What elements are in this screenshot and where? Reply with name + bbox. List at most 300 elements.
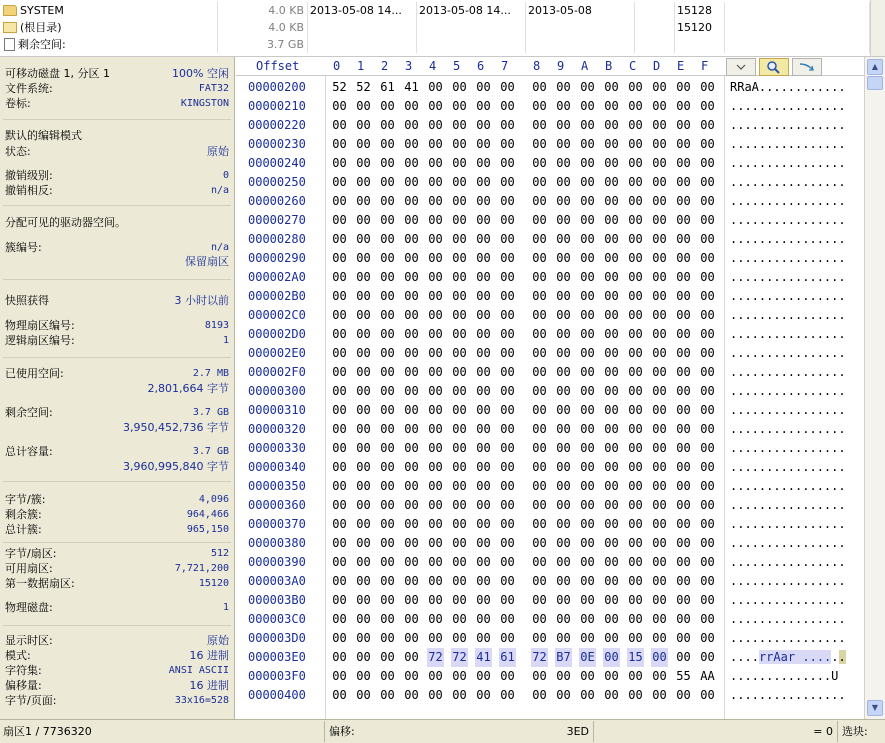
hex-byte[interactable]: 00 xyxy=(356,574,371,588)
hex-byte[interactable]: 00 xyxy=(452,270,467,284)
hex-byte[interactable]: 00 xyxy=(580,555,595,569)
hex-byte[interactable]: 00 xyxy=(532,175,547,189)
hex-byte[interactable]: 00 xyxy=(380,213,395,227)
hex-byte[interactable]: 00 xyxy=(532,536,547,550)
hex-row[interactable] xyxy=(236,591,864,610)
hex-byte[interactable]: 00 xyxy=(404,251,419,265)
hex-byte[interactable]: 00 xyxy=(356,156,371,170)
hex-byte[interactable]: 00 xyxy=(404,536,419,550)
hex-byte[interactable]: 00 xyxy=(628,593,643,607)
hex-byte[interactable]: 00 xyxy=(332,118,347,132)
hex-byte[interactable]: 00 xyxy=(628,118,643,132)
hex-byte[interactable]: 00 xyxy=(580,175,595,189)
hex-byte[interactable]: 00 xyxy=(604,688,619,702)
hex-byte[interactable]: 00 xyxy=(356,593,371,607)
goto-button[interactable] xyxy=(792,58,822,76)
hex-byte[interactable]: 00 xyxy=(676,384,691,398)
hex-row[interactable] xyxy=(236,515,864,534)
hex-byte[interactable]: 00 xyxy=(676,289,691,303)
hex-byte[interactable]: 00 xyxy=(476,156,491,170)
hex-byte[interactable]: 00 xyxy=(604,194,619,208)
hex-byte[interactable]: 00 xyxy=(452,80,467,94)
hex-byte[interactable]: 00 xyxy=(476,137,491,151)
hex-byte[interactable]: 00 xyxy=(532,270,547,284)
hex-byte[interactable]: 00 xyxy=(380,650,395,664)
hex-byte[interactable]: 00 xyxy=(532,460,547,474)
hex-byte[interactable]: 00 xyxy=(556,289,571,303)
hex-byte[interactable]: 00 xyxy=(428,669,443,683)
hex-byte[interactable]: 00 xyxy=(604,137,619,151)
hex-byte[interactable]: 00 xyxy=(604,593,619,607)
hex-byte[interactable]: 00 xyxy=(428,612,443,626)
row-text[interactable]: ................ xyxy=(730,593,846,607)
hex-byte[interactable]: 00 xyxy=(604,118,619,132)
hex-row[interactable] xyxy=(236,534,864,553)
hex-byte[interactable]: 00 xyxy=(628,194,643,208)
hex-byte[interactable]: 00 xyxy=(676,308,691,322)
hex-byte[interactable]: 00 xyxy=(532,137,547,151)
hex-row[interactable] xyxy=(236,135,864,154)
hex-byte[interactable]: 00 xyxy=(532,441,547,455)
hex-byte[interactable]: 00 xyxy=(476,631,491,645)
row-text[interactable]: ................ xyxy=(730,574,846,588)
hex-row[interactable] xyxy=(236,572,864,591)
search-button[interactable] xyxy=(759,58,789,76)
hex-byte[interactable]: 00 xyxy=(603,648,620,667)
hex-byte[interactable]: 00 xyxy=(428,365,443,379)
hex-byte[interactable]: 00 xyxy=(652,536,667,550)
hex-byte[interactable]: 00 xyxy=(476,498,491,512)
hex-byte[interactable]: 00 xyxy=(532,365,547,379)
hex-byte[interactable]: 00 xyxy=(652,289,667,303)
hex-byte[interactable]: 00 xyxy=(652,403,667,417)
hex-byte[interactable]: 00 xyxy=(380,403,395,417)
hex-byte[interactable]: 00 xyxy=(452,156,467,170)
row-text[interactable]: ................ xyxy=(730,346,846,360)
hex-byte[interactable]: 00 xyxy=(676,194,691,208)
hex-byte[interactable]: 00 xyxy=(532,384,547,398)
hex-byte[interactable]: 00 xyxy=(332,536,347,550)
hex-row[interactable] xyxy=(236,648,864,667)
row-text[interactable]: ................ xyxy=(730,327,846,341)
hex-byte[interactable]: 00 xyxy=(356,536,371,550)
hex-byte[interactable]: 00 xyxy=(380,327,395,341)
hex-byte[interactable]: 00 xyxy=(332,669,347,683)
hex-byte[interactable]: 00 xyxy=(580,612,595,626)
hex-byte[interactable]: 00 xyxy=(604,479,619,493)
hex-byte[interactable]: 00 xyxy=(452,384,467,398)
hex-row[interactable] xyxy=(236,192,864,211)
hex-byte[interactable]: 00 xyxy=(628,251,643,265)
hex-byte[interactable]: 00 xyxy=(356,270,371,284)
hex-byte[interactable]: 00 xyxy=(404,118,419,132)
hex-byte[interactable]: 00 xyxy=(580,593,595,607)
hex-byte[interactable]: 00 xyxy=(700,650,715,664)
hex-byte[interactable]: 00 xyxy=(356,441,371,455)
hex-byte[interactable]: 00 xyxy=(404,688,419,702)
hex-byte[interactable]: 00 xyxy=(356,194,371,208)
hex-byte[interactable]: 00 xyxy=(580,232,595,246)
hex-byte[interactable]: 00 xyxy=(556,441,571,455)
scroll-down-button[interactable]: ▼ xyxy=(867,700,883,716)
hex-byte[interactable]: 00 xyxy=(380,593,395,607)
hex-byte[interactable]: 00 xyxy=(628,365,643,379)
hex-byte[interactable]: 00 xyxy=(500,498,515,512)
hex-byte[interactable]: 00 xyxy=(428,384,443,398)
hex-byte[interactable]: 00 xyxy=(428,213,443,227)
hex-byte[interactable]: 00 xyxy=(700,536,715,550)
hex-byte[interactable]: 00 xyxy=(700,479,715,493)
hex-byte[interactable]: 00 xyxy=(500,194,515,208)
hex-byte[interactable]: 00 xyxy=(476,574,491,588)
hex-byte[interactable]: 00 xyxy=(628,403,643,417)
hex-byte[interactable]: 00 xyxy=(556,346,571,360)
hex-byte[interactable]: 00 xyxy=(556,593,571,607)
hex-byte[interactable]: 00 xyxy=(556,460,571,474)
hex-byte[interactable]: 00 xyxy=(332,574,347,588)
hex-byte[interactable]: 00 xyxy=(404,517,419,531)
hex-byte[interactable]: 00 xyxy=(476,99,491,113)
hex-byte[interactable]: 00 xyxy=(652,669,667,683)
hex-byte[interactable]: 00 xyxy=(652,99,667,113)
hex-byte[interactable]: 00 xyxy=(356,460,371,474)
hex-byte[interactable]: 00 xyxy=(604,232,619,246)
row-text[interactable]: ................ xyxy=(730,384,846,398)
hex-byte[interactable]: 00 xyxy=(332,327,347,341)
hex-byte[interactable]: 00 xyxy=(700,327,715,341)
hex-byte[interactable]: 00 xyxy=(428,422,443,436)
hex-row[interactable] xyxy=(236,344,864,363)
hex-byte[interactable]: 52 xyxy=(332,80,347,94)
hex-byte[interactable]: 00 xyxy=(428,118,443,132)
hex-byte[interactable]: 00 xyxy=(404,631,419,645)
hex-byte[interactable]: 00 xyxy=(332,346,347,360)
hex-byte[interactable]: 00 xyxy=(404,194,419,208)
hex-byte[interactable]: 00 xyxy=(652,346,667,360)
hex-byte[interactable]: 00 xyxy=(452,403,467,417)
hex-byte[interactable]: 00 xyxy=(404,365,419,379)
hex-byte[interactable]: 00 xyxy=(604,422,619,436)
hex-byte[interactable]: 00 xyxy=(404,403,419,417)
hex-byte[interactable]: 00 xyxy=(332,384,347,398)
hex-byte[interactable]: 00 xyxy=(500,232,515,246)
hex-byte[interactable]: 00 xyxy=(428,156,443,170)
hex-byte[interactable]: 00 xyxy=(532,327,547,341)
hex-byte[interactable]: 00 xyxy=(500,137,515,151)
hex-byte[interactable]: 00 xyxy=(652,422,667,436)
hex-byte[interactable]: 00 xyxy=(676,99,691,113)
hex-byte[interactable]: 00 xyxy=(676,536,691,550)
hex-byte[interactable]: 00 xyxy=(380,460,395,474)
hex-byte[interactable]: 55 xyxy=(676,669,691,683)
hex-editor[interactable] xyxy=(236,57,864,719)
hex-row[interactable] xyxy=(236,287,864,306)
hex-byte[interactable]: 00 xyxy=(652,308,667,322)
hex-byte[interactable]: 00 xyxy=(428,498,443,512)
hex-byte[interactable]: 00 xyxy=(452,346,467,360)
hex-byte[interactable]: 00 xyxy=(332,270,347,284)
hex-byte[interactable]: 00 xyxy=(404,669,419,683)
hex-byte[interactable]: 00 xyxy=(452,479,467,493)
hex-byte[interactable]: 00 xyxy=(604,80,619,94)
hex-byte[interactable]: 00 xyxy=(580,137,595,151)
hex-row[interactable] xyxy=(236,477,864,496)
hex-byte[interactable]: 00 xyxy=(652,156,667,170)
hex-byte[interactable]: 00 xyxy=(676,460,691,474)
hex-byte[interactable]: 00 xyxy=(700,403,715,417)
hex-byte[interactable]: 00 xyxy=(700,688,715,702)
hex-byte[interactable]: 00 xyxy=(652,80,667,94)
hex-byte[interactable]: 00 xyxy=(628,479,643,493)
hex-byte[interactable]: 00 xyxy=(476,251,491,265)
hex-byte[interactable]: 00 xyxy=(628,517,643,531)
hex-byte[interactable]: 00 xyxy=(356,118,371,132)
hex-byte[interactable]: 00 xyxy=(532,308,547,322)
row-text[interactable]: ................ xyxy=(730,289,846,303)
hex-byte[interactable]: 00 xyxy=(652,574,667,588)
hex-byte[interactable]: 00 xyxy=(700,137,715,151)
hex-byte[interactable]: 00 xyxy=(500,574,515,588)
hex-byte[interactable]: 00 xyxy=(532,479,547,493)
hex-byte[interactable]: 00 xyxy=(356,327,371,341)
hex-byte[interactable]: 00 xyxy=(380,688,395,702)
hex-row[interactable] xyxy=(236,306,864,325)
file-row-free-space[interactable] xyxy=(0,36,870,53)
hex-byte[interactable]: 00 xyxy=(676,555,691,569)
hex-byte[interactable]: 00 xyxy=(356,517,371,531)
hex-byte[interactable]: 00 xyxy=(452,669,467,683)
hex-row[interactable] xyxy=(236,363,864,382)
hex-byte[interactable]: 00 xyxy=(500,460,515,474)
hex-byte[interactable]: 00 xyxy=(452,365,467,379)
hex-byte[interactable]: 00 xyxy=(500,688,515,702)
hex-byte[interactable]: 00 xyxy=(676,80,691,94)
hex-byte[interactable]: 00 xyxy=(500,536,515,550)
hex-byte[interactable]: 00 xyxy=(652,213,667,227)
hex-byte[interactable]: 00 xyxy=(404,156,419,170)
hex-byte[interactable]: 00 xyxy=(700,441,715,455)
hex-byte[interactable]: 00 xyxy=(580,422,595,436)
hex-byte[interactable]: 00 xyxy=(604,536,619,550)
hex-byte[interactable]: 00 xyxy=(380,631,395,645)
hex-byte[interactable]: 00 xyxy=(532,118,547,132)
hex-byte[interactable]: 00 xyxy=(652,612,667,626)
hex-byte[interactable]: 00 xyxy=(332,612,347,626)
hex-byte[interactable]: 00 xyxy=(404,270,419,284)
hex-byte[interactable]: 00 xyxy=(532,612,547,626)
hex-row[interactable] xyxy=(236,458,864,477)
hex-byte[interactable]: 00 xyxy=(500,593,515,607)
hex-byte[interactable]: 00 xyxy=(380,118,395,132)
hex-byte[interactable]: 00 xyxy=(628,441,643,455)
hex-byte[interactable]: 00 xyxy=(556,403,571,417)
hex-byte[interactable]: 00 xyxy=(476,194,491,208)
hex-byte[interactable]: 00 xyxy=(676,365,691,379)
hex-byte[interactable]: 00 xyxy=(500,365,515,379)
hex-byte[interactable]: 00 xyxy=(532,213,547,227)
hex-byte[interactable]: 00 xyxy=(500,327,515,341)
hex-byte[interactable]: 00 xyxy=(556,612,571,626)
hex-byte[interactable]: 00 xyxy=(700,555,715,569)
scroll-thumb[interactable] xyxy=(867,76,883,90)
hex-byte[interactable]: 00 xyxy=(580,688,595,702)
hex-byte[interactable]: 00 xyxy=(500,422,515,436)
hex-byte[interactable]: 00 xyxy=(604,441,619,455)
hex-byte[interactable]: 00 xyxy=(332,213,347,227)
hex-byte[interactable]: 00 xyxy=(676,232,691,246)
hex-byte[interactable]: 00 xyxy=(356,498,371,512)
row-text[interactable]: ................ xyxy=(730,479,846,493)
hex-byte[interactable]: 00 xyxy=(356,422,371,436)
hex-byte[interactable]: 00 xyxy=(332,479,347,493)
hex-byte[interactable]: 00 xyxy=(556,536,571,550)
hex-byte[interactable]: 00 xyxy=(556,669,571,683)
hex-byte[interactable]: 00 xyxy=(380,498,395,512)
row-text[interactable]: ................ xyxy=(730,403,846,417)
hex-byte[interactable]: 00 xyxy=(628,175,643,189)
hex-byte[interactable]: 00 xyxy=(404,175,419,189)
hex-byte[interactable]: 00 xyxy=(500,403,515,417)
hex-byte[interactable]: 00 xyxy=(428,289,443,303)
hex-byte[interactable]: 00 xyxy=(332,365,347,379)
hex-byte[interactable]: 00 xyxy=(428,232,443,246)
hex-byte[interactable]: 00 xyxy=(676,441,691,455)
hex-byte[interactable]: 00 xyxy=(676,346,691,360)
hex-byte[interactable]: 00 xyxy=(356,213,371,227)
hex-byte[interactable]: 00 xyxy=(628,669,643,683)
hex-byte[interactable]: 0E xyxy=(579,648,596,667)
hex-byte[interactable]: 00 xyxy=(476,593,491,607)
hex-byte[interactable]: 00 xyxy=(580,384,595,398)
hex-byte[interactable]: 00 xyxy=(580,156,595,170)
hex-byte[interactable]: 00 xyxy=(580,346,595,360)
hex-byte[interactable]: 00 xyxy=(452,631,467,645)
hex-byte[interactable]: 00 xyxy=(652,688,667,702)
hex-byte[interactable]: 00 xyxy=(532,251,547,265)
hex-byte[interactable]: 00 xyxy=(532,346,547,360)
hex-byte[interactable]: 00 xyxy=(604,365,619,379)
hex-byte[interactable]: 00 xyxy=(500,175,515,189)
hex-byte[interactable]: 00 xyxy=(628,612,643,626)
hex-byte[interactable]: 00 xyxy=(700,213,715,227)
hex-byte[interactable]: 00 xyxy=(452,536,467,550)
hex-byte[interactable]: 00 xyxy=(404,593,419,607)
hex-byte[interactable]: 00 xyxy=(332,650,347,664)
hex-byte[interactable]: 00 xyxy=(356,384,371,398)
hex-byte[interactable]: 00 xyxy=(476,441,491,455)
hex-byte[interactable]: 00 xyxy=(580,498,595,512)
hex-byte[interactable]: 00 xyxy=(428,137,443,151)
hex-byte[interactable]: 72 xyxy=(451,648,468,667)
hex-byte[interactable]: 00 xyxy=(700,118,715,132)
hex-byte[interactable]: 00 xyxy=(428,175,443,189)
hex-byte[interactable]: 41 xyxy=(404,80,419,94)
hex-byte[interactable]: 00 xyxy=(628,346,643,360)
row-text[interactable]: ................ xyxy=(730,460,846,474)
hex-byte[interactable]: 00 xyxy=(500,479,515,493)
hex-byte[interactable]: 00 xyxy=(428,536,443,550)
hex-byte[interactable]: 00 xyxy=(428,99,443,113)
hex-byte[interactable]: 00 xyxy=(500,384,515,398)
hex-byte[interactable]: 00 xyxy=(652,327,667,341)
hex-row[interactable] xyxy=(236,78,864,97)
hex-byte[interactable]: 52 xyxy=(356,80,371,94)
hex-byte[interactable]: 00 xyxy=(380,194,395,208)
hex-row[interactable] xyxy=(236,173,864,192)
hex-byte[interactable]: 00 xyxy=(332,498,347,512)
hex-byte[interactable]: 00 xyxy=(580,460,595,474)
hex-byte[interactable]: 00 xyxy=(628,688,643,702)
hex-byte[interactable]: 00 xyxy=(452,308,467,322)
hex-byte[interactable]: 00 xyxy=(428,308,443,322)
hex-byte[interactable]: 00 xyxy=(404,213,419,227)
hex-byte[interactable]: 00 xyxy=(404,327,419,341)
hex-byte[interactable]: 00 xyxy=(380,308,395,322)
hex-byte[interactable]: 00 xyxy=(380,251,395,265)
hex-byte[interactable]: 00 xyxy=(604,175,619,189)
hex-byte[interactable]: 00 xyxy=(700,289,715,303)
hex-byte[interactable]: 00 xyxy=(580,308,595,322)
hex-row[interactable] xyxy=(236,629,864,648)
hex-byte[interactable]: 00 xyxy=(356,251,371,265)
hex-byte[interactable]: 00 xyxy=(604,403,619,417)
hex-byte[interactable]: 00 xyxy=(356,232,371,246)
hex-byte[interactable]: 00 xyxy=(628,308,643,322)
hex-byte[interactable]: 61 xyxy=(499,648,516,667)
row-text[interactable]: ................ xyxy=(730,308,846,322)
hex-byte[interactable]: 00 xyxy=(476,536,491,550)
hex-byte[interactable]: 00 xyxy=(652,251,667,265)
hex-byte[interactable]: 00 xyxy=(700,346,715,360)
hex-byte[interactable]: 00 xyxy=(332,232,347,246)
hex-byte[interactable]: 00 xyxy=(500,156,515,170)
hex-byte[interactable]: 00 xyxy=(380,175,395,189)
hex-byte[interactable]: 00 xyxy=(380,232,395,246)
hex-byte[interactable]: 00 xyxy=(652,631,667,645)
hex-byte[interactable]: 00 xyxy=(604,270,619,284)
hex-byte[interactable]: 00 xyxy=(628,384,643,398)
hex-byte[interactable]: 00 xyxy=(532,99,547,113)
hex-byte[interactable]: 00 xyxy=(652,498,667,512)
hex-row[interactable] xyxy=(236,496,864,515)
hex-byte[interactable]: 00 xyxy=(628,460,643,474)
row-text[interactable]: ....rrAar ...... xyxy=(730,650,846,664)
hex-byte[interactable]: 00 xyxy=(532,517,547,531)
hex-byte[interactable]: 00 xyxy=(556,631,571,645)
hex-row[interactable] xyxy=(236,420,864,439)
hex-byte[interactable]: 00 xyxy=(604,574,619,588)
hex-byte[interactable]: 00 xyxy=(652,175,667,189)
hex-byte[interactable]: 00 xyxy=(500,555,515,569)
hex-byte[interactable]: 61 xyxy=(380,80,395,94)
row-text[interactable]: ................ xyxy=(730,175,846,189)
hex-byte[interactable]: 00 xyxy=(404,137,419,151)
hex-byte[interactable]: 00 xyxy=(628,137,643,151)
hex-byte[interactable]: 00 xyxy=(356,650,371,664)
hex-byte[interactable]: 00 xyxy=(428,631,443,645)
hex-byte[interactable]: 00 xyxy=(700,365,715,379)
row-text[interactable]: ................ xyxy=(730,99,846,113)
hex-byte[interactable]: 00 xyxy=(556,498,571,512)
hex-byte[interactable]: 72 xyxy=(427,648,444,667)
hex-row[interactable] xyxy=(236,116,864,135)
row-text[interactable]: ................ xyxy=(730,498,846,512)
hex-byte[interactable]: 00 xyxy=(651,648,668,667)
file-list-scrollbar[interactable] xyxy=(870,0,885,57)
hex-byte[interactable]: 00 xyxy=(476,346,491,360)
hex-byte[interactable]: 00 xyxy=(580,574,595,588)
hex-byte[interactable]: 00 xyxy=(580,517,595,531)
